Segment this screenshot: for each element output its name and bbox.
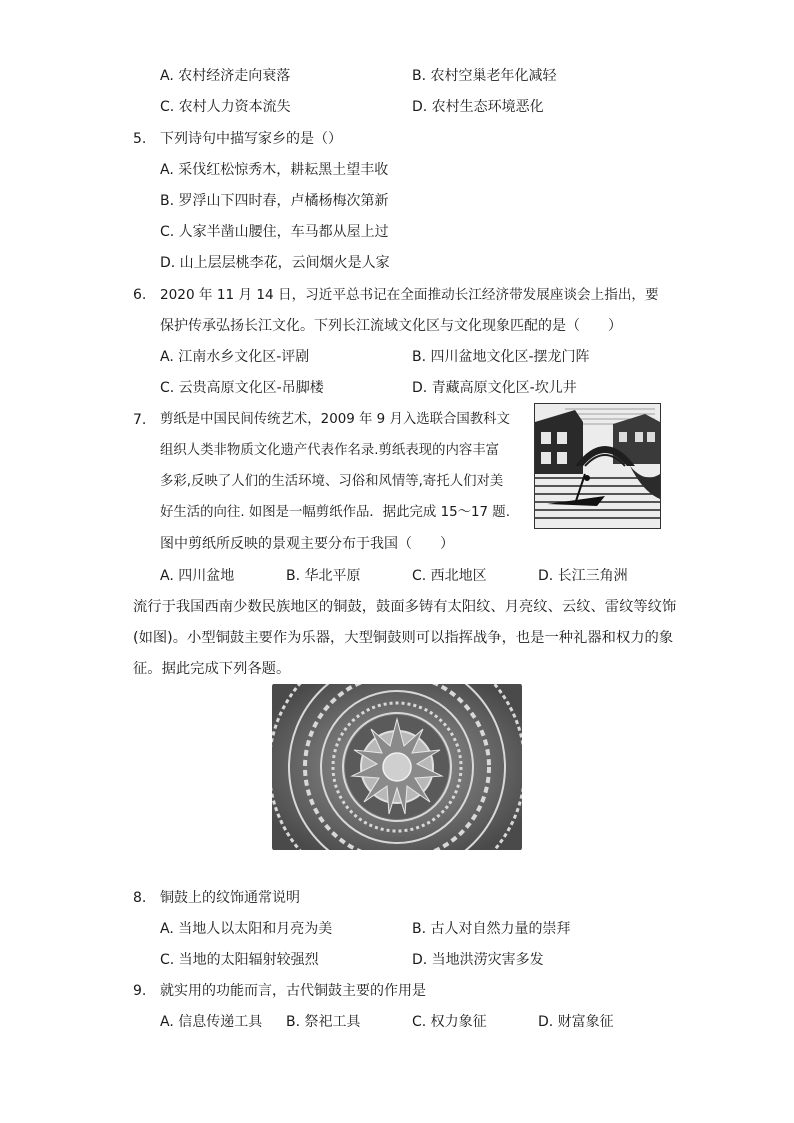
q6-number: 6.	[133, 287, 147, 303]
q7-option-a: A. 四川盆地	[160, 568, 235, 584]
q8-number: 8.	[133, 890, 147, 906]
q6-option-b: B. 四川盆地文化区-摆龙门阵	[412, 349, 590, 365]
q9-option-c: C. 权力象征	[412, 1014, 487, 1030]
q5-stem: 下列诗句中描写家乡的是（）	[160, 131, 342, 147]
passage-line1: 流行于我国西南少数民族地区的铜鼓，鼓面多铸有太阳纹、月亮纹、云纹、雷纹等纹饰	[133, 599, 677, 615]
q4-option-d: D. 农村生态环境恶化	[412, 99, 544, 115]
q8-option-c: C. 当地的太阳辐射较强烈	[160, 952, 319, 968]
q6-stem-line1: 2020 年 11 月 14 日，习近平总书记在全面推动长江经济带发展座谈会上指出，要	[160, 287, 659, 303]
q7-option-c: C. 西北地区	[412, 568, 487, 584]
bronze-drum-image	[272, 684, 522, 850]
q8-option-d: D. 当地洪涝灾害多发	[412, 952, 544, 968]
papercut-illustration	[535, 404, 660, 528]
q4-option-a: A. 农村经济走向衰落	[160, 68, 291, 84]
q5-number: 5.	[133, 131, 147, 147]
q9-number: 9.	[133, 983, 147, 999]
passage-line2: (如图)。小型铜鼓主要作为乐器，大型铜鼓则可以指挥战争，也是一种礼器和权力的象	[133, 630, 674, 646]
q8-option-a: A. 当地人以太阳和月亮为美	[160, 921, 333, 937]
passage-line3: 征。据此完成下列各题。	[133, 661, 291, 677]
papercut-image	[534, 403, 661, 529]
q7-stem-line4: 好生活的向往. 如图是一幅剪纸作品．据此完成 15～17 题.	[160, 505, 510, 520]
q6-option-d: D. 青藏高原文化区-坎儿井	[412, 380, 577, 396]
q9-option-d: D. 财富象征	[538, 1014, 614, 1030]
q7-stem-line5: 图中剪纸所反映的景观主要分布于我国（ ）	[160, 536, 454, 552]
q5-option-b: B. 罗浮山下四时春，卢橘杨梅次第新	[160, 193, 389, 209]
q4-option-c: C. 农村人力资本流失	[160, 99, 291, 115]
q5-option-c: C. 人家半凿山腰住，车马都从屋上过	[160, 224, 389, 240]
q8-option-b: B. 古人对自然力量的崇拜	[412, 921, 571, 937]
q7-stem-line1: 剪纸是中国民间传统艺术，2009 年 9 月入选联合国教科文	[160, 412, 510, 427]
q7-stem-line2: 组织人类非物质文化遗产代表作名录.剪纸表现的内容丰富	[160, 443, 500, 458]
q7-number: 7.	[133, 412, 147, 428]
q6-option-a: A. 江南水乡文化区-评剧	[160, 349, 310, 365]
q5-option-d: D. 山上层层桃李花，云间烟火是人家	[160, 255, 390, 271]
q8-stem: 铜鼓上的纹饰通常说明	[160, 890, 300, 906]
q9-option-b: B. 祭祀工具	[286, 1014, 361, 1030]
q7-stem-line3: 多彩,反映了人们的生活环境、习俗和风情等,寄托人们对美	[160, 474, 504, 489]
q6-stem-line2: 保护传承弘扬长江文化。下列长江流域文化区与文化现象匹配的是（ ）	[160, 318, 622, 334]
q9-option-a: A. 信息传递工具	[160, 1014, 263, 1030]
q6-option-c: C. 云贵高原文化区-吊脚楼	[160, 380, 324, 396]
q7-option-b: B. 华北平原	[286, 568, 361, 584]
q7-option-d: D. 长江三角洲	[538, 568, 628, 584]
q9-stem: 就实用的功能而言，古代铜鼓主要的作用是	[160, 983, 426, 999]
bronze-drum-illustration	[272, 684, 522, 850]
q4-option-b: B. 农村空巢老年化减轻	[412, 68, 557, 84]
q5-option-a: A. 采伐红松惊秀木，耕耘黑土望丰收	[160, 162, 389, 178]
